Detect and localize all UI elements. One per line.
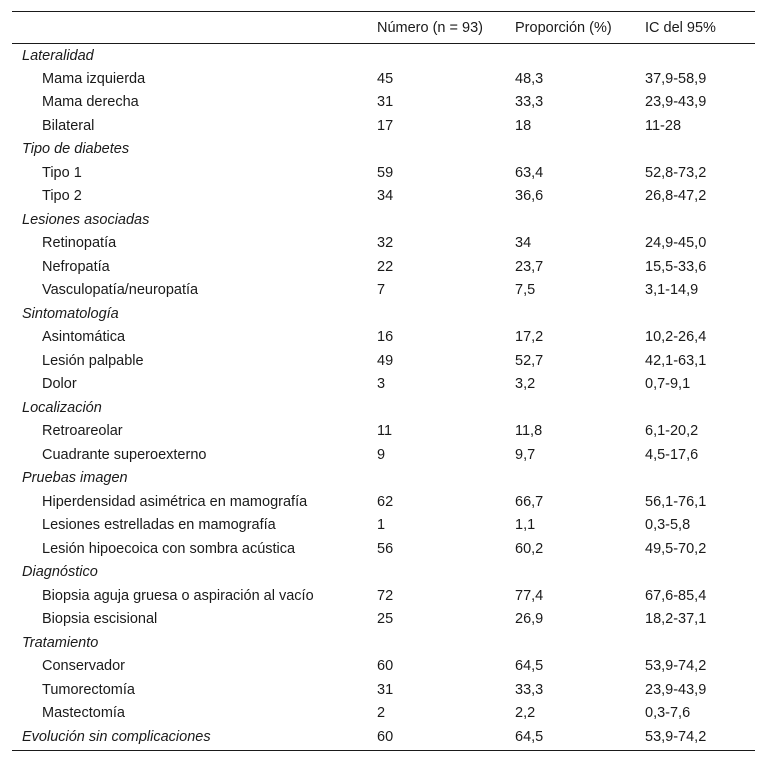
header-proporcion: Proporción (%) bbox=[515, 12, 645, 44]
final-row-label: Evolución sin complicaciones bbox=[12, 725, 377, 750]
section-title: Tratamiento bbox=[22, 634, 99, 651]
row-proportion: 9,7 bbox=[515, 446, 536, 463]
table-row bbox=[12, 255, 755, 279]
row-label: Biopsia aguja gruesa o aspiración al vacío bbox=[42, 587, 314, 604]
row-ci: 42,1-63,1 bbox=[645, 352, 707, 369]
row-ci: 23,9-43,9 bbox=[645, 681, 707, 698]
table-row bbox=[12, 584, 755, 608]
section-title: Sintomatología bbox=[22, 305, 119, 322]
row-number: 31 bbox=[377, 681, 394, 698]
row-label: Nefropatía bbox=[42, 258, 110, 275]
section-title: Tipo de diabetes bbox=[22, 141, 130, 158]
table-row bbox=[12, 678, 755, 702]
table-row bbox=[12, 608, 755, 632]
row-proportion: 7,5 bbox=[515, 282, 536, 299]
table-row bbox=[12, 161, 755, 185]
header-blank bbox=[12, 12, 377, 44]
row-label: Biopsia escisional bbox=[42, 611, 158, 628]
row-number: 9 bbox=[377, 446, 386, 463]
section-header-row bbox=[12, 208, 755, 232]
section-header-row bbox=[12, 561, 755, 585]
row-number: 32 bbox=[377, 235, 394, 252]
final-row bbox=[12, 725, 755, 750]
row-number: 25 bbox=[377, 611, 394, 628]
row-label: Mama izquierda bbox=[42, 70, 146, 87]
row-label: Cuadrante superoexterno bbox=[42, 446, 207, 463]
row-proportion: 63,4 bbox=[515, 164, 544, 181]
row-proportion: 64,5 bbox=[515, 658, 544, 675]
row-number: 45 bbox=[377, 70, 394, 87]
row-label: Mama derecha bbox=[42, 94, 139, 111]
row-ci: 3,1-14,9 bbox=[645, 282, 699, 299]
row-ci: 49,5-70,2 bbox=[645, 540, 707, 557]
row-number: 7 bbox=[377, 282, 386, 299]
table-row bbox=[12, 537, 755, 561]
row-proportion: 36,6 bbox=[515, 188, 544, 205]
row-number: 56 bbox=[377, 540, 394, 557]
row-label: Dolor bbox=[42, 376, 77, 393]
row-number: 49 bbox=[377, 352, 394, 369]
table-row bbox=[12, 655, 755, 679]
row-label: Asintomática bbox=[42, 329, 126, 346]
row-number: 72 bbox=[377, 587, 394, 604]
row-ci: 67,6-85,4 bbox=[645, 587, 707, 604]
row-proportion: 60,2 bbox=[515, 540, 544, 557]
header-numero: Número (n = 93) bbox=[377, 12, 515, 44]
section-title: Localización bbox=[22, 399, 102, 416]
row-ci: 0,3-5,8 bbox=[645, 517, 691, 534]
row-ci: 52,8-73,2 bbox=[645, 164, 707, 181]
table-row bbox=[12, 490, 755, 514]
row-number: 16 bbox=[377, 329, 394, 346]
section-header-row bbox=[12, 396, 755, 420]
header-ic: IC del 95% bbox=[645, 12, 755, 44]
row-number: 31 bbox=[377, 94, 394, 111]
row-label: Lesiones estrelladas en mamografía bbox=[42, 517, 276, 534]
section-title: Lateralidad bbox=[22, 47, 94, 64]
row-proportion: 11,8 bbox=[515, 423, 543, 440]
table-row bbox=[12, 91, 755, 115]
row-label: Lesión palpable bbox=[42, 352, 144, 369]
row-ci: 11-28 bbox=[645, 117, 682, 134]
section-title: Lesiones asociadas bbox=[22, 211, 150, 228]
table-row bbox=[12, 702, 755, 726]
row-ci: 18,2-37,1 bbox=[645, 611, 707, 628]
row-proportion: 66,7 bbox=[515, 493, 544, 510]
row-label: Tipo 1 bbox=[42, 164, 82, 181]
row-ci: 4,5-17,6 bbox=[645, 446, 699, 463]
row-proportion: 77,4 bbox=[515, 587, 544, 604]
table-row bbox=[12, 326, 755, 350]
row-proportion: 2,2 bbox=[515, 705, 536, 722]
table-row bbox=[12, 373, 755, 397]
row-proportion: 23,7 bbox=[515, 258, 544, 275]
row-label: Retinopatía bbox=[42, 235, 117, 252]
row-ci: 24,9-45,0 bbox=[645, 235, 707, 252]
row-label: Vasculopatía/neuropatía bbox=[42, 282, 199, 299]
table-row bbox=[12, 279, 755, 303]
row-number: 2 bbox=[377, 705, 386, 722]
row-proportion: 52,7 bbox=[515, 352, 544, 369]
row-ci: 10,2-26,4 bbox=[645, 329, 707, 346]
row-proportion: 18 bbox=[515, 117, 532, 134]
row-ci: 15,5-33,6 bbox=[645, 258, 707, 275]
table-row bbox=[12, 67, 755, 91]
row-proportion: 1,1 bbox=[515, 517, 536, 534]
row-label: Hiperdensidad asimétrica en mamografía bbox=[42, 493, 308, 510]
row-ci: 37,9-58,9 bbox=[645, 70, 707, 87]
row-number: 17 bbox=[377, 117, 394, 134]
row-number: 3 bbox=[377, 376, 386, 393]
row-proportion: 26,9 bbox=[515, 611, 544, 628]
row-label: Tipo 2 bbox=[42, 188, 82, 205]
row-label: Lesión hipoecoica con sombra acústica bbox=[42, 540, 296, 557]
section-header-row bbox=[12, 138, 755, 162]
final-row-ci: 53,9-74,2 bbox=[645, 725, 755, 750]
data-table bbox=[12, 11, 755, 751]
table-row bbox=[12, 514, 755, 538]
table-row bbox=[12, 349, 755, 373]
row-ci: 0,3-7,6 bbox=[645, 705, 691, 722]
table-row bbox=[12, 443, 755, 467]
row-label: Mastectomía bbox=[42, 705, 125, 722]
row-label: Tumorectomía bbox=[42, 681, 135, 698]
section-header-row bbox=[12, 302, 755, 326]
row-ci: 53,9-74,2 bbox=[645, 658, 707, 675]
final-row-proportion: 64,5 bbox=[515, 725, 645, 750]
row-label: Bilateral bbox=[42, 117, 95, 134]
row-number: 59 bbox=[377, 164, 394, 181]
table-row bbox=[12, 420, 755, 444]
row-proportion: 17,2 bbox=[515, 329, 544, 346]
row-ci: 0,7-9,1 bbox=[645, 376, 691, 393]
section-title: Pruebas imagen bbox=[22, 470, 128, 487]
row-number: 62 bbox=[377, 493, 394, 510]
header-row bbox=[12, 12, 755, 44]
table-row bbox=[12, 232, 755, 256]
row-label: Retroareolar bbox=[42, 423, 123, 440]
section-title: Diagnóstico bbox=[22, 564, 98, 581]
row-label: Conservador bbox=[42, 658, 126, 675]
row-number: 11 bbox=[377, 423, 393, 440]
row-proportion: 34 bbox=[515, 235, 532, 252]
section-header-row bbox=[12, 467, 755, 491]
section-header-row bbox=[12, 44, 755, 68]
row-proportion: 33,3 bbox=[515, 94, 544, 111]
table-body bbox=[12, 44, 755, 751]
row-number: 34 bbox=[377, 188, 394, 205]
row-number: 22 bbox=[377, 258, 394, 275]
final-row-number: 60 bbox=[377, 725, 515, 750]
row-proportion: 33,3 bbox=[515, 681, 544, 698]
row-number: 1 bbox=[377, 517, 386, 534]
row-ci: 6,1-20,2 bbox=[645, 423, 699, 440]
row-proportion: 3,2 bbox=[515, 376, 536, 393]
row-proportion: 48,3 bbox=[515, 70, 544, 87]
section-header-row bbox=[12, 631, 755, 655]
row-ci: 26,8-47,2 bbox=[645, 188, 707, 205]
table-row bbox=[12, 114, 755, 138]
row-ci: 56,1-76,1 bbox=[645, 493, 707, 510]
row-ci: 23,9-43,9 bbox=[645, 94, 707, 111]
table-row bbox=[12, 185, 755, 209]
row-number: 60 bbox=[377, 658, 394, 675]
